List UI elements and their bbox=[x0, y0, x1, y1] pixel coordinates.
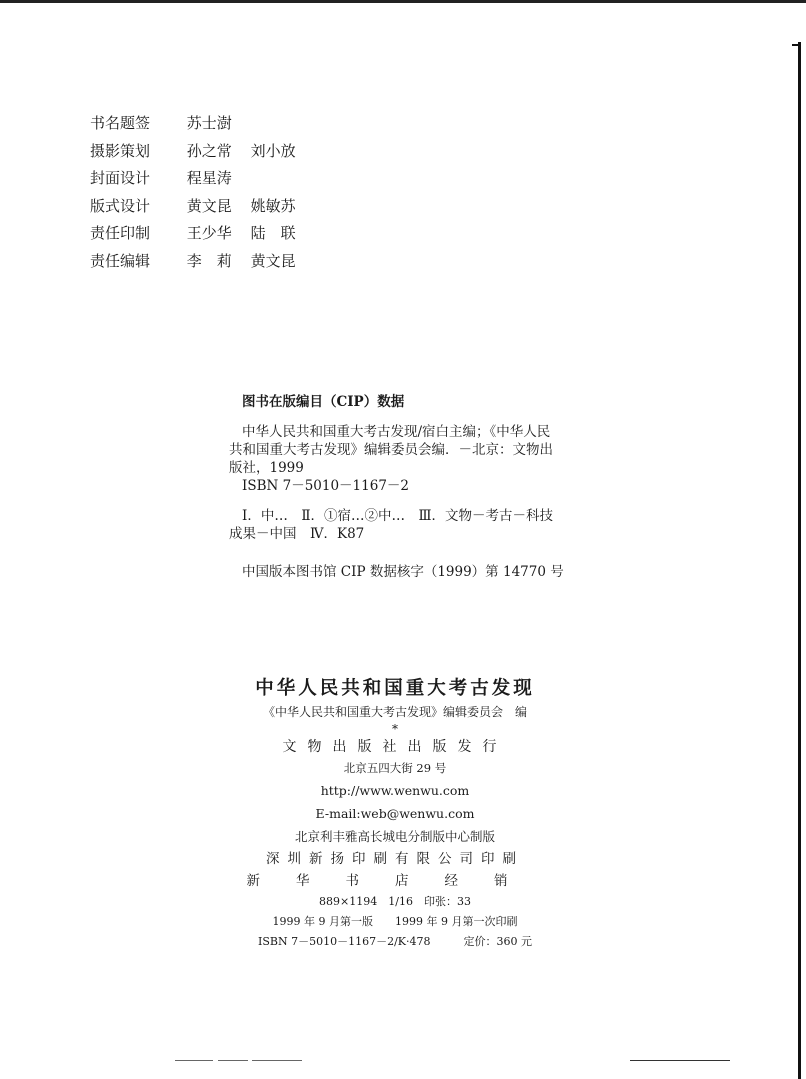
printer: 深圳新扬印刷有限公司印刷 bbox=[266, 851, 524, 867]
credit-name: 刘小放 bbox=[250, 141, 296, 160]
credit-role: 版式设计 bbox=[90, 196, 151, 215]
credit-name: 黄文昆 bbox=[250, 251, 296, 270]
cip-classification: Ⅰ．中… Ⅱ．①宿…②中… Ⅲ．文物－考古－科技 bbox=[242, 508, 554, 524]
credit-name: 孙之常 bbox=[186, 141, 232, 160]
credit-role: 书名题签 bbox=[90, 114, 151, 132]
credit-name: 王少华 bbox=[186, 224, 232, 243]
credit-row bbox=[90, 220, 310, 248]
book-format: 889×1194 1/16 印张：33 bbox=[319, 895, 471, 908]
cip-heading: 图书在版编目（CIP）数据 bbox=[242, 394, 405, 410]
credit-role: 摄影策划 bbox=[90, 141, 151, 160]
cip-block bbox=[229, 393, 569, 581]
publisher-website: http://www.wenwu.com bbox=[320, 783, 470, 798]
right-border-line bbox=[798, 42, 801, 1079]
credit-row bbox=[90, 165, 310, 193]
credit-name: 苏士澍 bbox=[186, 114, 232, 132]
footer-dash bbox=[252, 1060, 302, 1061]
isbn-price: ISBN 7－5010－1167－2/K·478 定价：360 元 bbox=[258, 935, 532, 948]
credit-name: 李 莉 bbox=[186, 251, 232, 270]
book-editor: 《中华人民共和国重大考古发现》编辑委员会 编 bbox=[262, 705, 527, 719]
credit-role: 封面设计 bbox=[90, 169, 151, 188]
separator-star: * bbox=[392, 722, 398, 736]
credit-row bbox=[90, 248, 310, 276]
imprint-block bbox=[235, 676, 555, 952]
edition-info: 1999 年 9 月第一版 1999 年 9 月第一次印刷 bbox=[272, 915, 518, 928]
credit-row bbox=[90, 110, 310, 138]
credit-name: 程星涛 bbox=[186, 169, 232, 188]
credit-name: 姚敏苏 bbox=[250, 196, 296, 215]
book-title: 中华人民共和国重大考古发现 bbox=[255, 678, 535, 699]
right-border-tick bbox=[792, 44, 800, 46]
credit-name: 黄文昆 bbox=[186, 196, 232, 215]
cip-line: 版社，1999 bbox=[229, 460, 304, 476]
distributor: 新华书店经销 bbox=[246, 873, 544, 889]
footer-dash bbox=[218, 1060, 248, 1061]
publisher-address: 北京五四大街 29 号 bbox=[343, 761, 447, 775]
footer-dash bbox=[630, 1060, 730, 1061]
credit-role: 责任编辑 bbox=[90, 251, 151, 270]
credit-role: 责任印制 bbox=[90, 224, 151, 243]
top-border-line bbox=[0, 0, 806, 3]
credits-list bbox=[90, 110, 310, 276]
credit-row bbox=[90, 138, 310, 166]
credit-name: 陆 联 bbox=[250, 224, 296, 243]
credit-row bbox=[90, 193, 310, 221]
cip-isbn: ISBN 7－5010－1167－2 bbox=[242, 478, 409, 494]
cip-verification: 中国版本图书馆 CIP 数据核字（1999）第 14770 号 bbox=[242, 564, 564, 580]
publisher-email: E-mail:web@wenwu.com bbox=[315, 806, 475, 821]
cip-line: 共和国重大考古发现》编辑委员会编．－北京：文物出 bbox=[229, 442, 553, 458]
plate-maker: 北京利丰雅高长城电分制版中心制版 bbox=[294, 829, 495, 844]
cip-line: 中华人民共和国重大考古发现/宿白主编；《中华人民 bbox=[242, 424, 551, 440]
cip-classification: 成果－中国 Ⅳ．K87 bbox=[229, 526, 365, 542]
publisher-line: 文物出版社出版发行 bbox=[282, 739, 508, 755]
footer-dash bbox=[175, 1060, 213, 1061]
